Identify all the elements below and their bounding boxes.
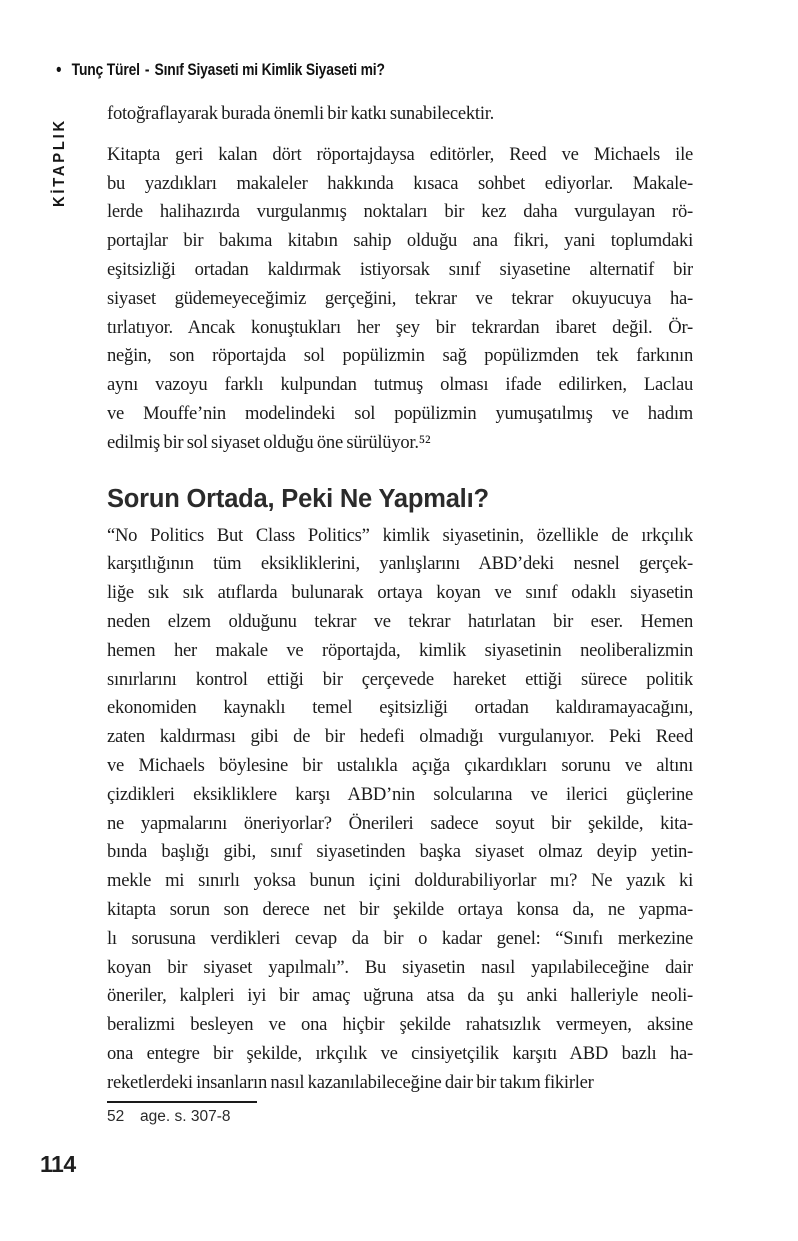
header-book-title: Sınıf Siyaseti mi Kimlik Siyaseti mi? <box>154 61 385 79</box>
text-line: ekonomiden kaynaklı temel eşitsizliği ortadan kaldıramayacağını, <box>107 697 693 719</box>
text-line: hemen her makale ve röportajda, kimlik siyasetinin neoliberalizmin <box>107 639 693 661</box>
footnote-number: 52 <box>107 1108 125 1125</box>
header-author: Tunç Türel <box>71 61 140 79</box>
text-line: eşitsizliği ortadan kaldırmak istiyorsak sınıf siyasetine alternatif bir <box>107 258 693 280</box>
text-line: Kitapta geri kalan dört röportajdaysa editörler, Reed ve Michaels ile <box>107 143 693 165</box>
text-line: neden elzem olduğunu tekrar ve tekrar hatırlatan bir eser. Hemen <box>107 610 693 632</box>
text-line: fotoğraflayarak burada önemli bir katkı sunabilecektir. <box>107 103 495 124</box>
paragraph <box>107 141 693 458</box>
text-column <box>107 100 693 1098</box>
text-line: neğin, son röportajda sol popülizmin sağ popülizmden tek farkının <box>107 345 693 367</box>
text-line: ona entegre bir şekilde, ırkçılık ve cinsiyetçilik karşıtı ABD bazlı ha- <box>107 1042 693 1064</box>
section-heading: Sorun Ortada, Peki Ne Yapmalı? <box>107 484 489 513</box>
text-line: ne yapmalarını öneriyorlar? Önerileri sadece soyut bir şekilde, kita- <box>107 812 693 834</box>
paragraph <box>107 522 693 1098</box>
text-line: tırlatıyor. Ancak konuştukları her şey bir tekrardan ibaret değil. Ör- <box>107 316 693 338</box>
header-separator: - <box>144 61 150 79</box>
text-line: reketlerdeki insanların nasıl kazanılabileceğine dair bir takım fikirler <box>107 1071 594 1093</box>
text-line: lı sorusuna verdikleri cevap da bir o kadar genel: “Sınıfı merkezine <box>107 927 693 949</box>
bullet-icon: • <box>56 60 62 81</box>
text-line: zaten kaldırması gibi de bir hedefi olmadığı vurgulanıyor. Peki Reed <box>107 726 693 748</box>
margin-section-label: KİTAPLIK <box>51 118 68 207</box>
text-line: sınırlarını kontrol ettiği bir çerçevede hareket ettiği sürece politik <box>107 668 693 690</box>
footnote-divider <box>107 1101 257 1103</box>
text-line: koyan bir siyaset yapılmalı”. Bu siyasetin nasıl yapılabileceğine dair <box>107 956 693 978</box>
running-header <box>56 61 385 80</box>
footnote <box>107 1108 230 1126</box>
page-number: 114 <box>40 1151 76 1177</box>
text-line: çizdikleri eksikliklere karşı ABD’nin solcularına ve ilerici güçlerine <box>107 783 693 805</box>
text-line: edilmiş bir sol siyaset olduğu öne sürülüyor.⁵² <box>107 431 431 453</box>
text-line: ve Mouffe’nin modelindeki sol popülizmin yumuşatılmış ve hadım <box>107 402 693 424</box>
text-line: öneriler, kalpleri iyi bir amaç uğruna atsa da şu anki halleriyle neoli- <box>107 985 693 1007</box>
text-line: aynı vazoyu farklı kulpundan tutmuş olması ifade edilirken, Laclau <box>107 374 693 396</box>
text-line: kitapta sorun son derece net bir şekilde ortaya konsa da, ne yapma- <box>107 898 693 920</box>
text-line: lerde halihazırda vurgulanmış noktaları bir kez daha vurgulayan rö- <box>107 201 693 223</box>
text-line: portajlar bir bakıma kitabın sahip olduğu ana fikri, yani toplumdaki <box>107 230 693 252</box>
text-line: beralizmi besleyen ve ona hiçbir şekilde rahatsızlık vermeyen, aksine <box>107 1014 693 1036</box>
text-line: mekle mi sınırlı yoksa bunun içini doldurabiliyorlar mı? Ne yazık ki <box>107 870 693 892</box>
text-line: siyaset güdemeyeceğimiz gerçeğini, tekrar ve tekrar okuyucuya ha- <box>107 287 693 309</box>
text-line: bu yazdıkları makaleler hakkında kısaca sohbet ediyorlar. Makale- <box>107 172 693 194</box>
text-line: karşıtlığının tüm eksikliklerini, yanlışlarını ABD’deki nesnel gerçek- <box>107 553 693 575</box>
text-line: “No Politics But Class Politics” kimlik siyasetinin, özellikle de ırkçılık <box>107 524 693 546</box>
footnote-text: age. s. 307-8 <box>140 1108 231 1125</box>
paragraph <box>107 100 693 129</box>
text-line: liğe sık sık atıflarda bulunarak ortaya koyan ve sınıf odaklı siyasetin <box>107 582 693 604</box>
text-line: bında başlığı gibi, sınıf siyasetinden başka siyaset olmaz deyip yetin- <box>107 841 693 863</box>
text-line: ve Michaels böylesine bir ustalıkla açığa çıkardıkları sorunu ve altını <box>107 754 693 776</box>
